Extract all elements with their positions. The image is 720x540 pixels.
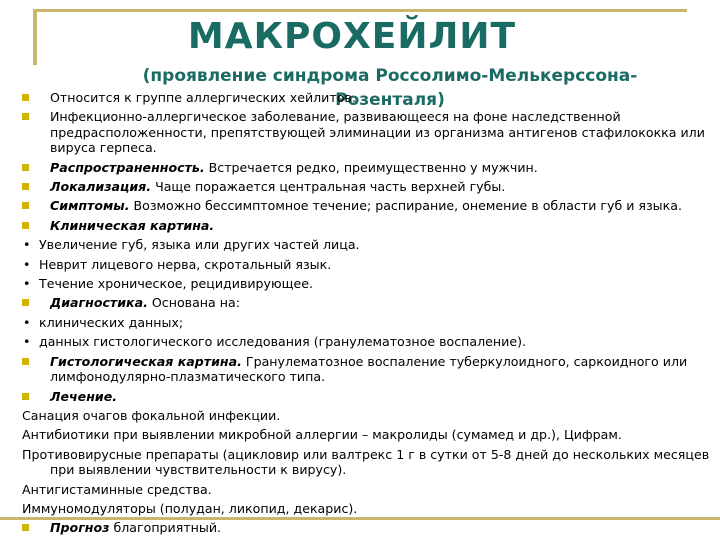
list-item: [0, 389, 710, 404]
list-item: [0, 160, 710, 175]
list-item: [0, 198, 710, 213]
list-item-body: благоприятный.: [109, 520, 222, 536]
frame-top-line: [33, 9, 687, 12]
list-item-body: Санация очагов фокальной инфекции.: [22, 407, 281, 423]
list-item-text: [0, 218, 710, 233]
list-item: [0, 315, 710, 330]
list-item-text: [0, 334, 710, 349]
list-item: [0, 218, 710, 233]
list-item-heading: Лечение.: [50, 388, 118, 404]
square-bullet-icon: [22, 113, 29, 120]
list-item-heading: Симптомы.: [50, 198, 130, 214]
list-item-text: [0, 427, 710, 442]
list-item-body: Инфекционно-аллергическое заболевание, развивающееся на фоне наследственной предрасположенности, препятствующей элиминации из организма антигенов стафилококка или вируса герпеса.: [50, 109, 705, 156]
list-item-text: [0, 257, 710, 272]
list-item-text: [0, 295, 710, 310]
list-item-heading: Гистологическая картина.: [50, 353, 242, 369]
list-item-text: [0, 501, 710, 516]
square-bullet-icon: [22, 524, 29, 531]
list-item-text: [0, 198, 710, 213]
list-item: [0, 501, 710, 516]
list-item-body: Увеличение губ, языка или других частей лица.: [39, 237, 360, 253]
list-item-heading: Диагностика.: [50, 295, 148, 311]
square-bullet-icon: [22, 183, 29, 190]
square-bullet-icon: [22, 393, 29, 400]
list-item-text: [0, 520, 710, 535]
list-item-body: Относится к группе аллергических хейлитов.: [50, 90, 356, 105]
list-item: [0, 520, 710, 535]
list-item-heading: Распространенность.: [50, 159, 205, 175]
list-item: [0, 447, 710, 478]
square-bullet-icon: [22, 164, 29, 171]
content-list: [0, 90, 710, 540]
list-item: [0, 276, 710, 291]
list-item-body: Иммуномодуляторы (полудан, ликопид, декарис).: [22, 500, 358, 516]
square-bullet-icon: [22, 202, 29, 209]
list-item: [0, 257, 710, 272]
dot-bullet-icon: •: [23, 334, 31, 350]
list-item: [0, 295, 710, 310]
page-subtitle: (проявление синдрома Россолимо-Мелькерссона-Розенталя): [142, 66, 638, 110]
list-item-body: Антибиотики при выявлении микробной аллергии – макролиды (сумамед и др.), Цифрам.: [22, 427, 622, 443]
list-item-text: [0, 482, 710, 497]
list-item: [0, 354, 710, 385]
list-item-text: [0, 389, 710, 404]
list-item-body: Гранулематозное воспаление туберкулоидного, саркоидного или лимфонодулярно-плазматического типа.: [50, 353, 688, 385]
square-bullet-icon: [22, 358, 29, 365]
list-item: [0, 482, 710, 497]
list-item-body: Противовирусные препараты (ацикловир или валтрекс 1 г в сутки от 5-8 дней до нескольких месяцев при выявлении чувствительности к вирусу).: [22, 446, 710, 478]
list-item-body: клинических данных;: [39, 314, 184, 330]
list-item-body: Основана на:: [147, 295, 240, 311]
list-item-text: [0, 109, 710, 155]
list-item-heading: Прогноз: [50, 520, 110, 536]
list-item-text: [0, 408, 710, 423]
list-item: [0, 90, 710, 105]
list-item-body: Антигистаминные средства.: [22, 481, 212, 497]
dot-bullet-icon: •: [23, 237, 31, 253]
dot-bullet-icon: •: [23, 256, 31, 272]
list-item-text: [0, 276, 710, 291]
list-item-text: [0, 179, 710, 194]
list-item-heading: Локализация.: [50, 179, 152, 195]
list-item-text: [0, 90, 710, 105]
list-item-body: данных гистологического исследования (гранулематозное воспаление).: [39, 334, 526, 350]
list-item: [0, 179, 710, 194]
list-item-text: [0, 354, 710, 385]
dot-bullet-icon: •: [23, 276, 31, 292]
list-item-heading: Клиническая картина.: [50, 217, 215, 233]
square-bullet-icon: [22, 222, 29, 229]
list-item: [0, 237, 710, 252]
square-bullet-icon: [22, 299, 29, 306]
list-item-body: Возможно бессимптомное течение; распирание, онемение в области губ и языка.: [129, 198, 682, 214]
list-item-body: Течение хроническое, рецидивирующее.: [39, 276, 313, 292]
list-item-body: Встречается редко, преимущественно у мужчин.: [204, 159, 538, 175]
list-item: [0, 427, 710, 442]
list-item: [0, 109, 710, 155]
list-item-text: [0, 237, 710, 252]
list-item-text: [0, 315, 710, 330]
list-item: [0, 408, 710, 423]
list-item-text: [0, 160, 710, 175]
square-bullet-icon: [22, 94, 29, 101]
dot-bullet-icon: •: [23, 314, 31, 330]
list-item: [0, 334, 710, 349]
list-item-body: Неврит лицевого нерва, скротальный язык.: [39, 256, 332, 272]
list-item-text: [0, 447, 710, 478]
page-title: МАКРОХЕЙЛИТ: [187, 16, 517, 57]
list-item-body: Чаще поражается центральная часть верхней губы.: [151, 179, 506, 195]
